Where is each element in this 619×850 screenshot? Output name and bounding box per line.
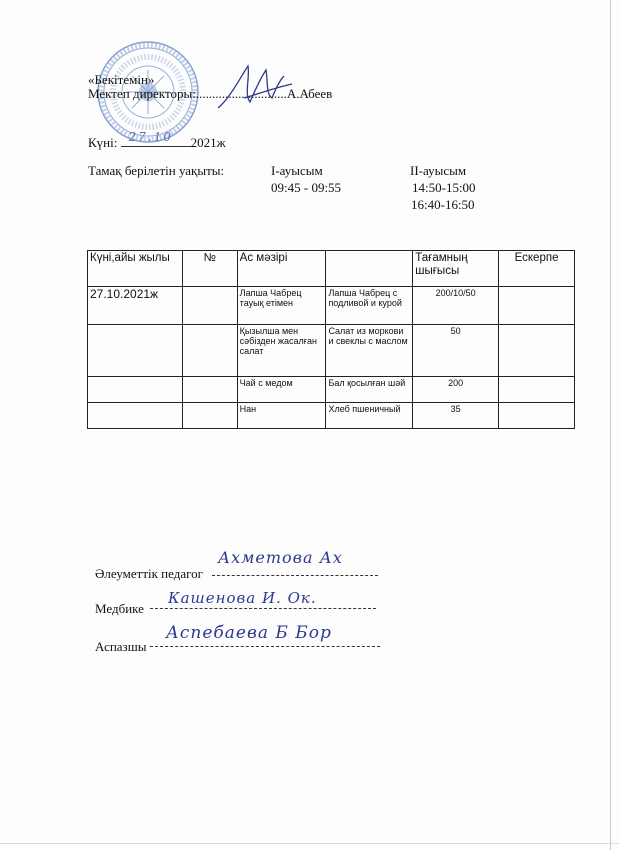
row-note — [499, 377, 575, 403]
director-line — [88, 86, 332, 101]
row-date — [88, 403, 183, 429]
pedagog-line — [212, 575, 378, 576]
header-menu: Ас мәзірі — [237, 251, 326, 287]
menu-table — [87, 250, 575, 429]
row-date: 27.10.2021ж — [88, 287, 183, 325]
row-note — [499, 287, 575, 325]
table-row — [88, 377, 575, 403]
date-label: Күні: — [88, 135, 118, 150]
header-date: Күні,айы жылы — [88, 251, 183, 287]
row-note — [499, 325, 575, 377]
date-handwritten-field — [121, 130, 191, 147]
shift2-title: ІІ-ауысым — [410, 163, 467, 178]
header-menu-ru — [326, 251, 413, 287]
row-output: 35 — [413, 403, 499, 429]
shift2-time-1: 14:50-15:00 — [412, 180, 476, 195]
approve-label: «Бекітемін» — [88, 72, 155, 87]
date-line — [88, 130, 226, 150]
nurse-label: Медбике — [95, 601, 144, 616]
shift2-time-2: 16:40-16:50 — [411, 197, 475, 212]
row-number — [182, 287, 237, 325]
nurse-signature: Кашенова И. Ок. — [168, 589, 317, 607]
row-menu-ru: Хлеб пшеничный — [326, 403, 413, 429]
row-output: 200/10/50 — [413, 287, 499, 325]
row-date — [88, 325, 183, 377]
date-suffix: 2021ж — [190, 135, 226, 150]
pedagog-label: Әлеуметтік педагог — [95, 566, 203, 581]
director-label: Мектеп директоры: — [88, 86, 196, 101]
header-number: № — [182, 251, 237, 287]
row-menu-kz: Нан — [237, 403, 326, 429]
row-number — [182, 325, 237, 377]
row-output: 200 — [413, 377, 499, 403]
table-header-row — [88, 251, 575, 287]
director-dots: ............................ — [195, 86, 287, 101]
row-menu-kz: Лапша Чабрец тауық етімен — [237, 287, 326, 325]
cook-label: Аспазшы — [95, 639, 147, 654]
table-row — [88, 287, 575, 325]
row-number — [182, 377, 237, 403]
row-menu-ru: Салат из моркови и свеклы с маслом — [326, 325, 413, 377]
row-menu-ru: Бал қосылған шәй — [326, 377, 413, 403]
date-handwritten: 27.10 — [128, 130, 173, 144]
director-signature — [214, 58, 294, 116]
row-menu-kz: Чай с медом — [237, 377, 326, 403]
header-output: Тағамның шығысы — [413, 251, 499, 287]
shift1-time: 09:45 - 09:55 — [271, 180, 342, 195]
nurse-line — [150, 608, 376, 609]
director-name: А.Абеев — [286, 86, 333, 101]
cook-signature: Аспебаева Б Бор — [166, 623, 332, 643]
row-number — [182, 403, 237, 429]
header-note: Ескерпе — [499, 251, 575, 287]
cook-line — [150, 646, 380, 647]
table-row — [88, 325, 575, 377]
schedule-label: Тамақ берілетін уақыты: — [88, 163, 225, 178]
page-edge-right — [610, 0, 611, 850]
row-menu-kz: Қызылша мен сәбізден жасалған салат — [237, 325, 326, 377]
page-edge-bottom — [0, 843, 619, 844]
row-note — [499, 403, 575, 429]
shift1-title: І-ауысым — [271, 163, 323, 178]
table-row — [88, 403, 575, 429]
pedagog-signature: Ахметова Ах — [218, 548, 343, 567]
row-output: 50 — [413, 325, 499, 377]
row-menu-ru: Лапша Чабрец с подливой и курой — [326, 287, 413, 325]
row-date — [88, 377, 183, 403]
